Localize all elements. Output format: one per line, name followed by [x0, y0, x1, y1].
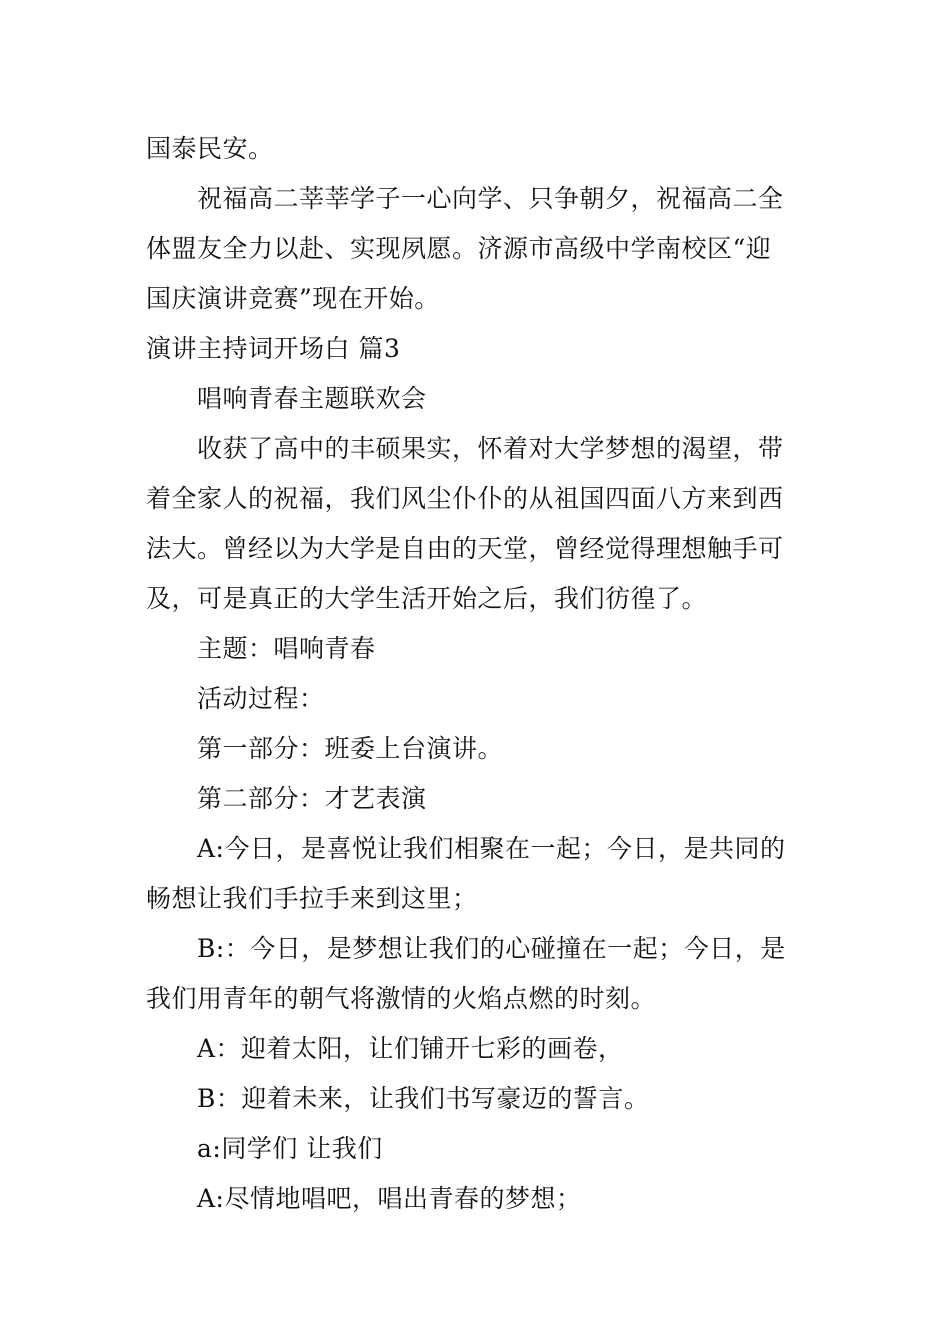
text-line: A：迎着太阳，让们铺开七彩的画卷， [197, 1034, 624, 1063]
text-line: 体盟友全力以赴、实现夙愿。济源市高级中学南校区“迎 [146, 234, 772, 263]
text-line: B:：今日，是梦想让我们的心碰撞在一起；今日，是 [197, 934, 786, 963]
document-body [146, 124, 816, 1224]
text-line: A:今日，是喜悦让我们相聚在一起；今日，是共同的 [197, 834, 786, 863]
event-title: 唱响青春主题联欢会 [197, 384, 427, 413]
text-line: 收获了高中的丰硕果实，怀着对大学梦想的渴望，带 [197, 434, 784, 463]
text-line: 活动过程： [197, 684, 325, 713]
text-line: A:尽情地唱吧，唱出青春的梦想； [197, 1184, 582, 1213]
text-line: a:同学们 让我们 [197, 1134, 383, 1163]
text-line: 国泰民安。 [146, 134, 274, 163]
text-line: 着全家人的祝福，我们风尘仆仆的从祖国四面八方来到西 [146, 484, 784, 513]
text-line: 主题：唱响青春 [197, 634, 376, 663]
text-line: B：迎着未来，让我们书写豪迈的誓言。 [197, 1084, 650, 1113]
text-line: 我们用青年的朝气将激情的火焰点燃的时刻。 [146, 984, 657, 1013]
text-line: 第一部分：班委上台演讲。 [197, 734, 504, 763]
text-line: 畅想让我们手拉手来到这里； [146, 884, 478, 913]
text-line: 及，可是真正的大学生活开始之后，我们彷徨了。 [146, 584, 708, 613]
text-line: 法大。曾经以为大学是自由的天堂，曾经觉得理想触手可 [146, 534, 784, 563]
text-line: 祝福高二莘莘学子一心向学、只争朝夕，祝福高二全 [197, 184, 784, 213]
text-line: 第二部分：才艺表演 [197, 784, 427, 813]
section-heading: 演讲主持词开场白 篇3 [146, 334, 401, 363]
text-line: 国庆演讲竞赛”现在开始。 [146, 284, 440, 313]
